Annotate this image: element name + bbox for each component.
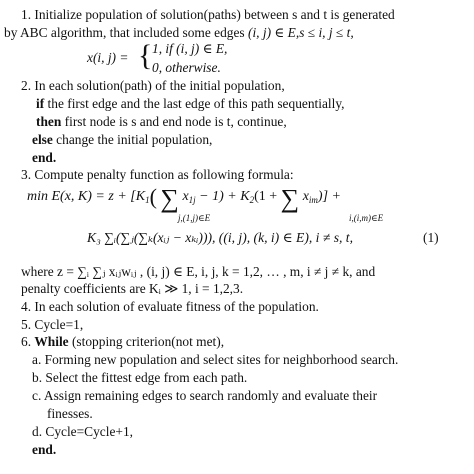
else-keyword: else: [32, 132, 53, 147]
sum-symbol-2: ∑: [280, 184, 300, 213]
sum-1-subscript: 1j: [188, 195, 196, 205]
x-definition-lhs: x(i, j) =: [87, 50, 129, 65]
step-6c-line-1: c. Assign remaining edges to search randomly and evaluate their: [32, 388, 378, 403]
sum-2-subscript: im: [308, 195, 318, 205]
step-2-if-line: [36, 96, 345, 112]
sum-2-tail: )] +: [317, 189, 341, 204]
eq-lhs: min E(x, K) = z + [K: [27, 189, 146, 204]
if-keyword: if: [36, 96, 45, 111]
sum-1-term: x: [182, 189, 189, 204]
then-text: first node is s and end node is t, continue,: [61, 114, 287, 129]
eq-open-paren: (: [149, 184, 157, 209]
equation-number: (1): [423, 230, 439, 245]
step-6-head: [21, 334, 224, 350]
while-condition: (stopping criterion(not met),: [68, 334, 225, 349]
penalty-equation-line-1: [27, 186, 341, 212]
step-6b: b. Select the fittest edge from each path.: [32, 370, 248, 385]
step-2-end: end.: [32, 150, 57, 165]
step-6d: d. Cycle=Cycle+1,: [32, 424, 134, 439]
sum-2-limit: i,(i,m)∈E: [349, 213, 384, 223]
if-text: the first edge and the last edge of this path sequentially,: [44, 96, 345, 111]
step-2-line-1: 2. In each solution(path) of the initial population,: [21, 78, 285, 93]
case-2: 0, otherwise.: [152, 60, 221, 75]
step-1-condition: (i, j) ∈ E,s ≤ i, j ≤ t,: [248, 25, 354, 40]
step-2-then-line: [36, 114, 287, 130]
k2-subscript: 2: [249, 195, 255, 205]
step-6a: a. Forming new population and select sites for neighborhood search.: [32, 352, 399, 367]
step-1-line-2: [4, 25, 354, 41]
step-1-text: by ABC algorithm, that included some edges: [4, 25, 245, 40]
while-keyword: While: [34, 334, 69, 349]
step-4: 4. In each solution of evaluate fitness of the population.: [21, 299, 319, 314]
else-text: change the initial population,: [52, 132, 213, 147]
sum-symbol-1: ∑: [160, 184, 179, 213]
step-6c-line-2: finesses.: [47, 406, 93, 421]
sum-1-limit: j,(1,j)∈E: [178, 213, 211, 223]
step-3-line-1: 3. Compute penalty function as following formula:: [21, 167, 294, 182]
step-2-else-line: [32, 132, 212, 148]
sum-2-term: x: [302, 189, 309, 204]
where-line: where z = ∑ᵢ ∑ⱼ xᵢⱼwᵢⱼ , (i, j) ∈ E, i, j, k = 1,2, … , m, i ≠ j ≠ k, and: [21, 264, 376, 279]
penalty-coefficients-line: penalty coefficients are Kᵢ ≫ 1, i = 1,2,3.: [21, 281, 244, 296]
eq-mid: (1 +: [254, 189, 278, 204]
sum-1-tail: − 1) + K: [195, 189, 250, 204]
case-brace: {: [138, 39, 153, 72]
penalty-equation-line-2: K₃ ∑ᵢ(∑ⱼ(∑ₖ(xᵢⱼ − xₖᵢ))), ((i, j), (k, i) ∈ E), i ≠ s, t,: [87, 230, 353, 245]
case-1: 1, if (i, j) ∈ E,: [152, 41, 228, 56]
step-6-end: end.: [32, 442, 57, 457]
step-1-line-1: 1. Initialize population of solution(paths) between s and t is generated: [21, 7, 395, 22]
k1-subscript: 1: [145, 195, 150, 205]
then-keyword: then: [36, 114, 62, 129]
step-6-number: 6.: [21, 334, 35, 349]
step-5: 5. Cycle=1,: [21, 317, 84, 332]
